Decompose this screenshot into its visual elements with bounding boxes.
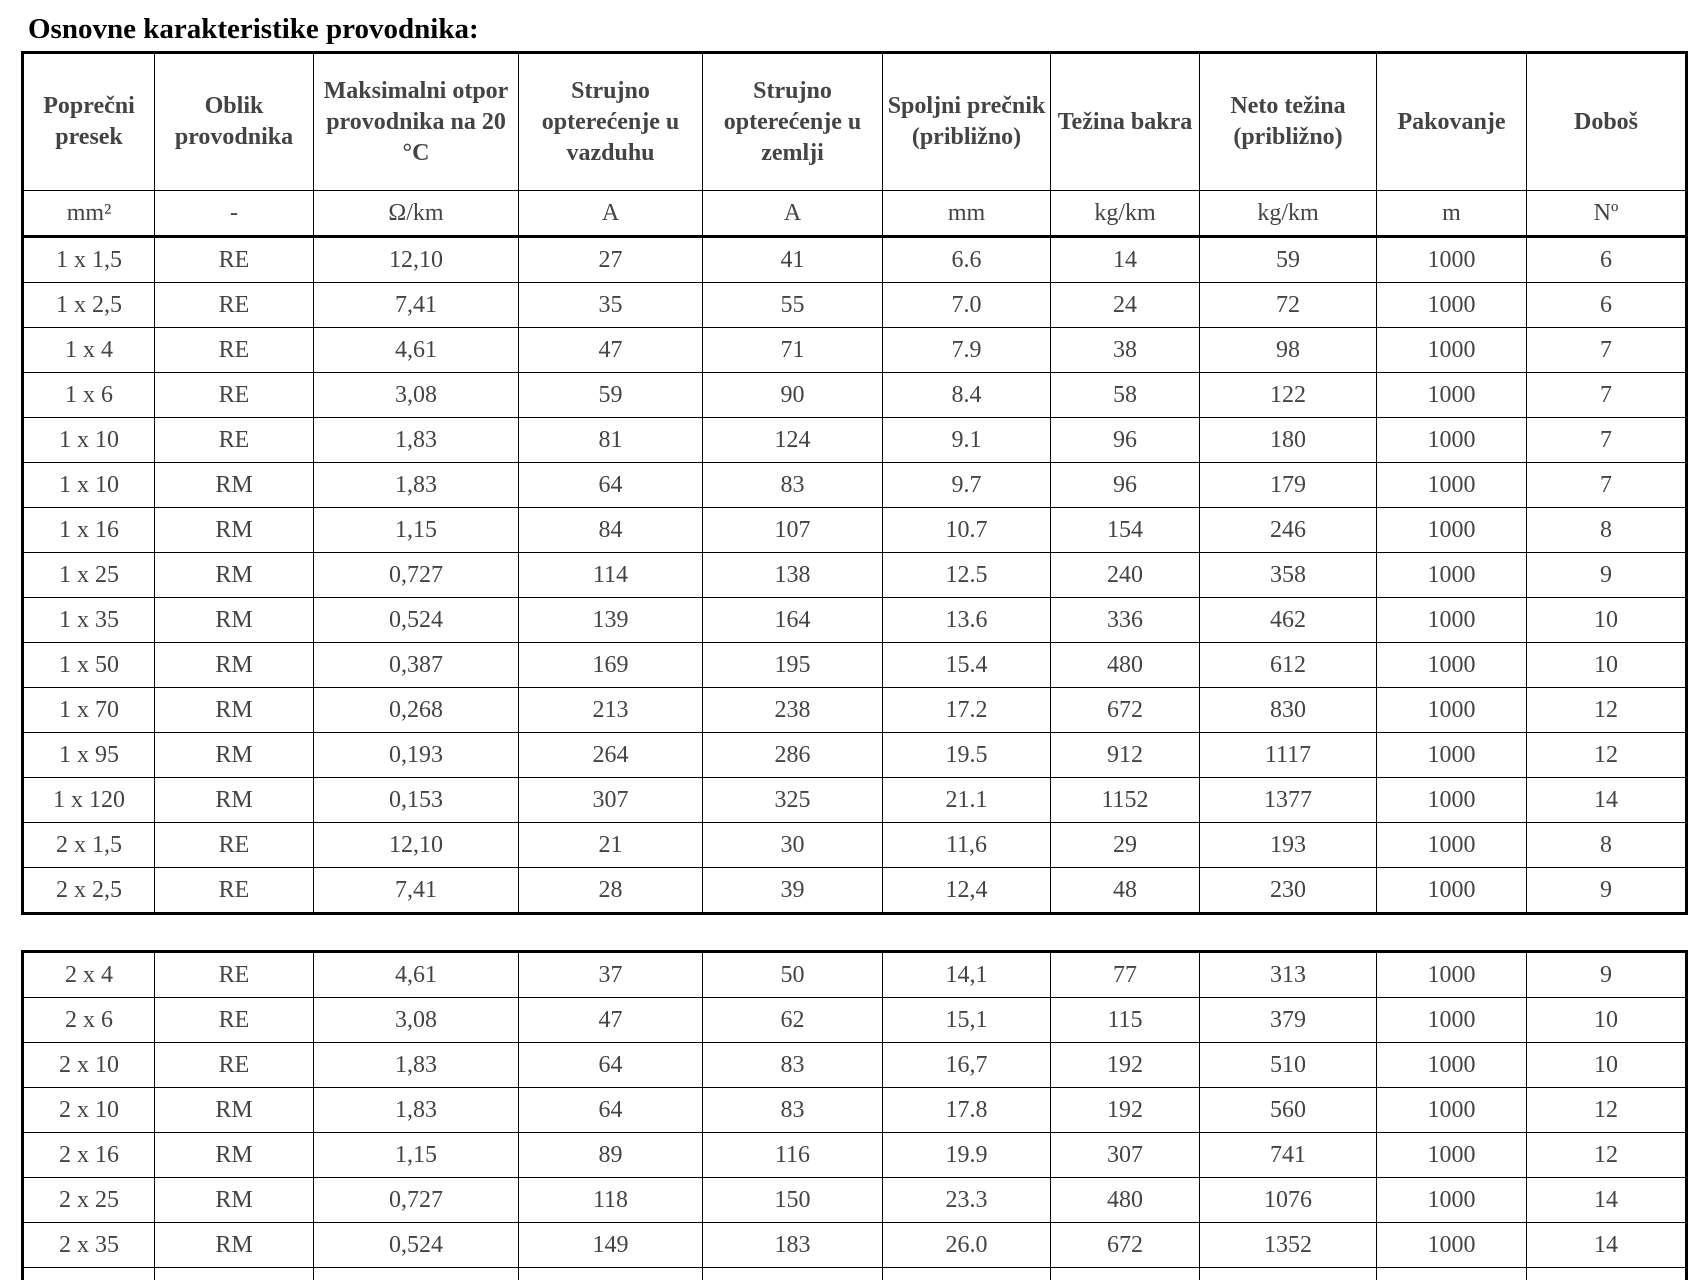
table-cell: 2 x 6 <box>23 998 155 1043</box>
table-cell: 26.0 <box>883 1223 1051 1268</box>
table-cell: 19.5 <box>883 733 1051 778</box>
table-cell: 1 x 70 <box>23 688 155 733</box>
table-cell: 286 <box>703 733 883 778</box>
table-cell: 27 <box>519 237 703 283</box>
table-cell: 10 <box>1527 643 1687 688</box>
table-cell: 0,387 <box>314 643 519 688</box>
column-header: Poprečni presek <box>23 53 155 191</box>
table-cell: 264 <box>519 733 703 778</box>
table-cell: RM <box>155 1133 314 1178</box>
table-cell: 50 <box>703 952 883 998</box>
table-cell: 83 <box>703 1043 883 1088</box>
table-cell: 6 <box>1527 283 1687 328</box>
table-cell: 14 <box>1527 1223 1687 1268</box>
table-cell: 1000 <box>1377 733 1527 778</box>
table-cell: 325 <box>703 778 883 823</box>
table-cell: 9.1 <box>883 418 1051 463</box>
unit-cell: kg/km <box>1200 191 1377 237</box>
table-cell: 0,268 <box>314 688 519 733</box>
table-cell: RE <box>155 237 314 283</box>
table-cell: 64 <box>519 1088 703 1133</box>
table-cell: 12.5 <box>883 553 1051 598</box>
table-cell: 47 <box>519 998 703 1043</box>
table-cell: 17.2 <box>883 688 1051 733</box>
table-cell: 1000 <box>1377 1043 1527 1088</box>
table-cell: 1000 <box>1377 1178 1527 1223</box>
table-cell: 64 <box>519 1043 703 1088</box>
units-row <box>23 191 1687 237</box>
table-cell: 39 <box>703 868 883 914</box>
table-cell: 193 <box>1200 823 1377 868</box>
table-cell: 2 x 10 <box>23 1043 155 1088</box>
table-cell: 1 x 1,5 <box>23 237 155 283</box>
table-cell: 180 <box>1200 418 1377 463</box>
column-header: Pakovanje <box>1377 53 1527 191</box>
table-cell: 7,41 <box>314 283 519 328</box>
table-cell: 9.7 <box>883 463 1051 508</box>
table-cell <box>155 1268 314 1280</box>
table-cell: 510 <box>1200 1043 1377 1088</box>
table-cell <box>1051 1268 1200 1280</box>
table-cell: 1377 <box>1200 778 1377 823</box>
table-cell: 98 <box>1200 328 1377 373</box>
table-cell: 10 <box>1527 1043 1687 1088</box>
table-cell: 96 <box>1051 463 1200 508</box>
table-row <box>23 643 1687 688</box>
table-cell: 1,83 <box>314 1088 519 1133</box>
table-cell: 48 <box>1051 868 1200 914</box>
table-cell: 164 <box>703 598 883 643</box>
table-cell: RE <box>155 418 314 463</box>
table-cell: 12 <box>1527 733 1687 778</box>
table-cell: 1000 <box>1377 283 1527 328</box>
table-cell: 1000 <box>1377 643 1527 688</box>
table-cell: 10 <box>1527 598 1687 643</box>
table-cell: 1000 <box>1377 598 1527 643</box>
table-cell: 2 x 25 <box>23 1178 155 1223</box>
table-cell: 4,61 <box>314 328 519 373</box>
table-cell: 14 <box>1527 778 1687 823</box>
table-row <box>23 998 1687 1043</box>
table-cell: 1000 <box>1377 328 1527 373</box>
table-cell: 2 x 2,5 <box>23 868 155 914</box>
table-cell: 96 <box>1051 418 1200 463</box>
table-cell: 2 x 35 <box>23 1223 155 1268</box>
table-cell: 122 <box>1200 373 1377 418</box>
table-cell: 7,41 <box>314 868 519 914</box>
table-cell: RM <box>155 508 314 553</box>
table-cell: 3,08 <box>314 373 519 418</box>
unit-cell: A <box>519 191 703 237</box>
table-cell: 912 <box>1051 733 1200 778</box>
table-body-part-1 <box>23 237 1687 914</box>
table-cell: 1 x 95 <box>23 733 155 778</box>
table-cell: 72 <box>1200 283 1377 328</box>
table-cell: 1 x 2,5 <box>23 283 155 328</box>
table-cell <box>1377 1268 1527 1280</box>
table-cell: 83 <box>703 1088 883 1133</box>
table-cell: 1000 <box>1377 373 1527 418</box>
table-row <box>23 508 1687 553</box>
table-cell: 37 <box>519 952 703 998</box>
table-cell: 1000 <box>1377 823 1527 868</box>
table-cell: 1000 <box>1377 1223 1527 1268</box>
table-cell: 1,83 <box>314 1043 519 1088</box>
table-cell: 10.7 <box>883 508 1051 553</box>
header-row <box>23 53 1687 191</box>
table-cell: 12,4 <box>883 868 1051 914</box>
table-cell: 58 <box>1051 373 1200 418</box>
table-cell: RM <box>155 598 314 643</box>
table-cell: 115 <box>1051 998 1200 1043</box>
table-cell: 313 <box>1200 952 1377 998</box>
table-cell: 7 <box>1527 418 1687 463</box>
table-cell: 8 <box>1527 508 1687 553</box>
table-row <box>23 778 1687 823</box>
column-header: Težina bakra <box>1051 53 1200 191</box>
table-cell: 192 <box>1051 1043 1200 1088</box>
table-cell: 240 <box>1051 553 1200 598</box>
table-cell: 38 <box>1051 328 1200 373</box>
table-cell: 1000 <box>1377 998 1527 1043</box>
table-cell: 7.9 <box>883 328 1051 373</box>
table-cell: 1117 <box>1200 733 1377 778</box>
table-cell: 195 <box>703 643 883 688</box>
table-cell: 19.9 <box>883 1133 1051 1178</box>
table-cell: 12,10 <box>314 823 519 868</box>
table-cell: 59 <box>1200 237 1377 283</box>
table-cell: 1000 <box>1377 868 1527 914</box>
table-cell: 1 x 16 <box>23 508 155 553</box>
table-cell: 71 <box>703 328 883 373</box>
column-header: Spoljni prečnik (približno) <box>883 53 1051 191</box>
table-cell: 1,15 <box>314 508 519 553</box>
table-row <box>23 418 1687 463</box>
table-cell: 150 <box>703 1178 883 1223</box>
table-cell: 213 <box>519 688 703 733</box>
table-cell: 28 <box>519 868 703 914</box>
table-cell: 1,15 <box>314 1133 519 1178</box>
table-cell: RE <box>155 373 314 418</box>
table-cell: 59 <box>519 373 703 418</box>
table-cell: 12,10 <box>314 237 519 283</box>
table-cell: 14 <box>1051 237 1200 283</box>
table-cell: 1000 <box>1377 237 1527 283</box>
unit-cell: A <box>703 191 883 237</box>
table-cell: 1 x 6 <box>23 373 155 418</box>
table-cell: RE <box>155 952 314 998</box>
table-cell: 0,727 <box>314 1178 519 1223</box>
table-cell: 0,153 <box>314 778 519 823</box>
table-cell <box>1527 1268 1687 1280</box>
table-cell: RM <box>155 688 314 733</box>
table-cell: 81 <box>519 418 703 463</box>
table-cell: 1000 <box>1377 418 1527 463</box>
table-cell: 7 <box>1527 373 1687 418</box>
table-cell: 672 <box>1051 688 1200 733</box>
table-cell: 9 <box>1527 553 1687 598</box>
table-cell: 1,83 <box>314 463 519 508</box>
table-cell: 15.4 <box>883 643 1051 688</box>
table-cell: 2 x 16 <box>23 1133 155 1178</box>
table-cell: 672 <box>1051 1223 1200 1268</box>
table-cell: RE <box>155 1043 314 1088</box>
table-cell: 1000 <box>1377 463 1527 508</box>
table-cell: 2 x 1,5 <box>23 823 155 868</box>
table-cell: 6.6 <box>883 237 1051 283</box>
table-cell: 480 <box>1051 1178 1200 1223</box>
table-cell: 1 x 35 <box>23 598 155 643</box>
table-row <box>23 868 1687 914</box>
table-cell <box>703 1268 883 1280</box>
table-row <box>23 1133 1687 1178</box>
table-cell: 29 <box>1051 823 1200 868</box>
table-cell: 7.0 <box>883 283 1051 328</box>
table-row <box>23 952 1687 998</box>
table-cell: 358 <box>1200 553 1377 598</box>
table-cell: 14 <box>1527 1178 1687 1223</box>
column-header: Oblik provodnika <box>155 53 314 191</box>
table-cell: 15,1 <box>883 998 1051 1043</box>
table-cell: RM <box>155 1223 314 1268</box>
table-cell <box>1200 1268 1377 1280</box>
table-cell: 1076 <box>1200 1178 1377 1223</box>
table-cell: 0,524 <box>314 1223 519 1268</box>
table-cell: 560 <box>1200 1088 1377 1133</box>
table-cell: 17.8 <box>883 1088 1051 1133</box>
table-cell: 1 x 25 <box>23 553 155 598</box>
table-cell: 1000 <box>1377 778 1527 823</box>
table-row-cut-off <box>23 1268 1687 1280</box>
table-cell: 238 <box>703 688 883 733</box>
table-cell: 230 <box>1200 868 1377 914</box>
table-cell: 139 <box>519 598 703 643</box>
table-cell <box>519 1268 703 1280</box>
table-cell: 84 <box>519 508 703 553</box>
table-cell: RE <box>155 328 314 373</box>
table-cell: 741 <box>1200 1133 1377 1178</box>
table-cell <box>314 1268 519 1280</box>
table-cell: RM <box>155 643 314 688</box>
table-cell: 12 <box>1527 688 1687 733</box>
table-cell: 23.3 <box>883 1178 1051 1223</box>
column-header: Strujno opterećenje u vazduhu <box>519 53 703 191</box>
table-cell: 35 <box>519 283 703 328</box>
column-header: Doboš <box>1527 53 1687 191</box>
table-cell: 107 <box>703 508 883 553</box>
table-cell: 8 <box>1527 823 1687 868</box>
table-cell: 192 <box>1051 1088 1200 1133</box>
table-cell: 77 <box>1051 952 1200 998</box>
table-cell: 24 <box>1051 283 1200 328</box>
table-cell: RE <box>155 998 314 1043</box>
table-cell: 62 <box>703 998 883 1043</box>
unit-cell: m <box>1377 191 1527 237</box>
table-cell: 307 <box>1051 1133 1200 1178</box>
table-cell: 2 x 4 <box>23 952 155 998</box>
table-cell: 3,08 <box>314 998 519 1043</box>
table-row <box>23 688 1687 733</box>
table-cell: RE <box>155 868 314 914</box>
table-row <box>23 237 1687 283</box>
table-cell: 1,83 <box>314 418 519 463</box>
table-cell: 1152 <box>1051 778 1200 823</box>
table-row <box>23 1178 1687 1223</box>
table-cell: 30 <box>703 823 883 868</box>
table-cell: 1352 <box>1200 1223 1377 1268</box>
table-row <box>23 463 1687 508</box>
conductor-table-part-1 <box>21 51 1688 915</box>
table-cell: 179 <box>1200 463 1377 508</box>
unit-cell: Ω/km <box>314 191 519 237</box>
table-cell: 89 <box>519 1133 703 1178</box>
table-cell: 1000 <box>1377 1088 1527 1133</box>
table-cell: 2 x 10 <box>23 1088 155 1133</box>
table-cell: 7 <box>1527 328 1687 373</box>
table-row <box>23 598 1687 643</box>
table-row <box>23 553 1687 598</box>
table-cell: 336 <box>1051 598 1200 643</box>
table-cell: RM <box>155 733 314 778</box>
table-cell <box>883 1268 1051 1280</box>
table-cell: 90 <box>703 373 883 418</box>
table-cell: 6 <box>1527 237 1687 283</box>
table-cell: RM <box>155 778 314 823</box>
table-cell: RE <box>155 823 314 868</box>
table-row <box>23 1088 1687 1133</box>
table-cell: 1 x 10 <box>23 463 155 508</box>
table-cell: 9 <box>1527 868 1687 914</box>
page-title: Osnovne karakteristike provodnika: <box>28 14 479 46</box>
table-cell: 612 <box>1200 643 1377 688</box>
table-cell: 8.4 <box>883 373 1051 418</box>
table-cell: 83 <box>703 463 883 508</box>
table-cell: 64 <box>519 463 703 508</box>
table-cell: 41 <box>703 237 883 283</box>
table-row <box>23 373 1687 418</box>
table-cell: 114 <box>519 553 703 598</box>
table-cell: 4,61 <box>314 952 519 998</box>
table-cell: 0,524 <box>314 598 519 643</box>
table-cell: 1000 <box>1377 553 1527 598</box>
unit-cell: Nº <box>1527 191 1687 237</box>
unit-cell: mm² <box>23 191 155 237</box>
table-cell: 124 <box>703 418 883 463</box>
table-cell: RM <box>155 463 314 508</box>
table-body-part-2 <box>23 952 1687 1268</box>
table-cell: 14,1 <box>883 952 1051 998</box>
table-row <box>23 1043 1687 1088</box>
table-row <box>23 823 1687 868</box>
table-row <box>23 733 1687 778</box>
table-cell: 10 <box>1527 998 1687 1043</box>
table-cell: RM <box>155 1088 314 1133</box>
table-cell: 183 <box>703 1223 883 1268</box>
table-cell: 12 <box>1527 1133 1687 1178</box>
column-header: Maksimalni otpor provodnika na 20 °C <box>314 53 519 191</box>
table-cell: RM <box>155 1178 314 1223</box>
table-cell: 1 x 50 <box>23 643 155 688</box>
table-cell: 1000 <box>1377 1133 1527 1178</box>
table-cell: 1000 <box>1377 952 1527 998</box>
table-cell: 246 <box>1200 508 1377 553</box>
column-header: Strujno opterećenje u zemlji <box>703 53 883 191</box>
table-cell: 480 <box>1051 643 1200 688</box>
table-cell: 47 <box>519 328 703 373</box>
table-cell: 16,7 <box>883 1043 1051 1088</box>
table-cell: 1000 <box>1377 508 1527 553</box>
table-cell: 1000 <box>1377 688 1527 733</box>
table-cell: 379 <box>1200 998 1377 1043</box>
table-cell: 138 <box>703 553 883 598</box>
table-cell: 149 <box>519 1223 703 1268</box>
table-row <box>23 283 1687 328</box>
conductor-table-part-2 <box>21 950 1688 1280</box>
table-cell: 118 <box>519 1178 703 1223</box>
table-cell: 7 <box>1527 463 1687 508</box>
table-cell: 0,727 <box>314 553 519 598</box>
table-cell: 13.6 <box>883 598 1051 643</box>
table-row <box>23 1223 1687 1268</box>
table-cell: 154 <box>1051 508 1200 553</box>
table-cell: 462 <box>1200 598 1377 643</box>
table-cell: 116 <box>703 1133 883 1178</box>
column-header: Neto težina (približno) <box>1200 53 1377 191</box>
table-cell <box>23 1268 155 1280</box>
table-cell: 55 <box>703 283 883 328</box>
table-cell: 1 x 120 <box>23 778 155 823</box>
unit-cell: mm <box>883 191 1051 237</box>
unit-cell: kg/km <box>1051 191 1200 237</box>
table-cell: 12 <box>1527 1088 1687 1133</box>
table-cell: 9 <box>1527 952 1687 998</box>
table-cell: 11,6 <box>883 823 1051 868</box>
table-cell: RM <box>155 553 314 598</box>
table-cell: 169 <box>519 643 703 688</box>
table-cell: 830 <box>1200 688 1377 733</box>
table-cell: RE <box>155 283 314 328</box>
table-cell: 21 <box>519 823 703 868</box>
table-cell: 1 x 10 <box>23 418 155 463</box>
unit-cell: - <box>155 191 314 237</box>
table-cell: 1 x 4 <box>23 328 155 373</box>
table-cell: 0,193 <box>314 733 519 778</box>
table-cell: 307 <box>519 778 703 823</box>
table-cell: 21.1 <box>883 778 1051 823</box>
table-row <box>23 328 1687 373</box>
